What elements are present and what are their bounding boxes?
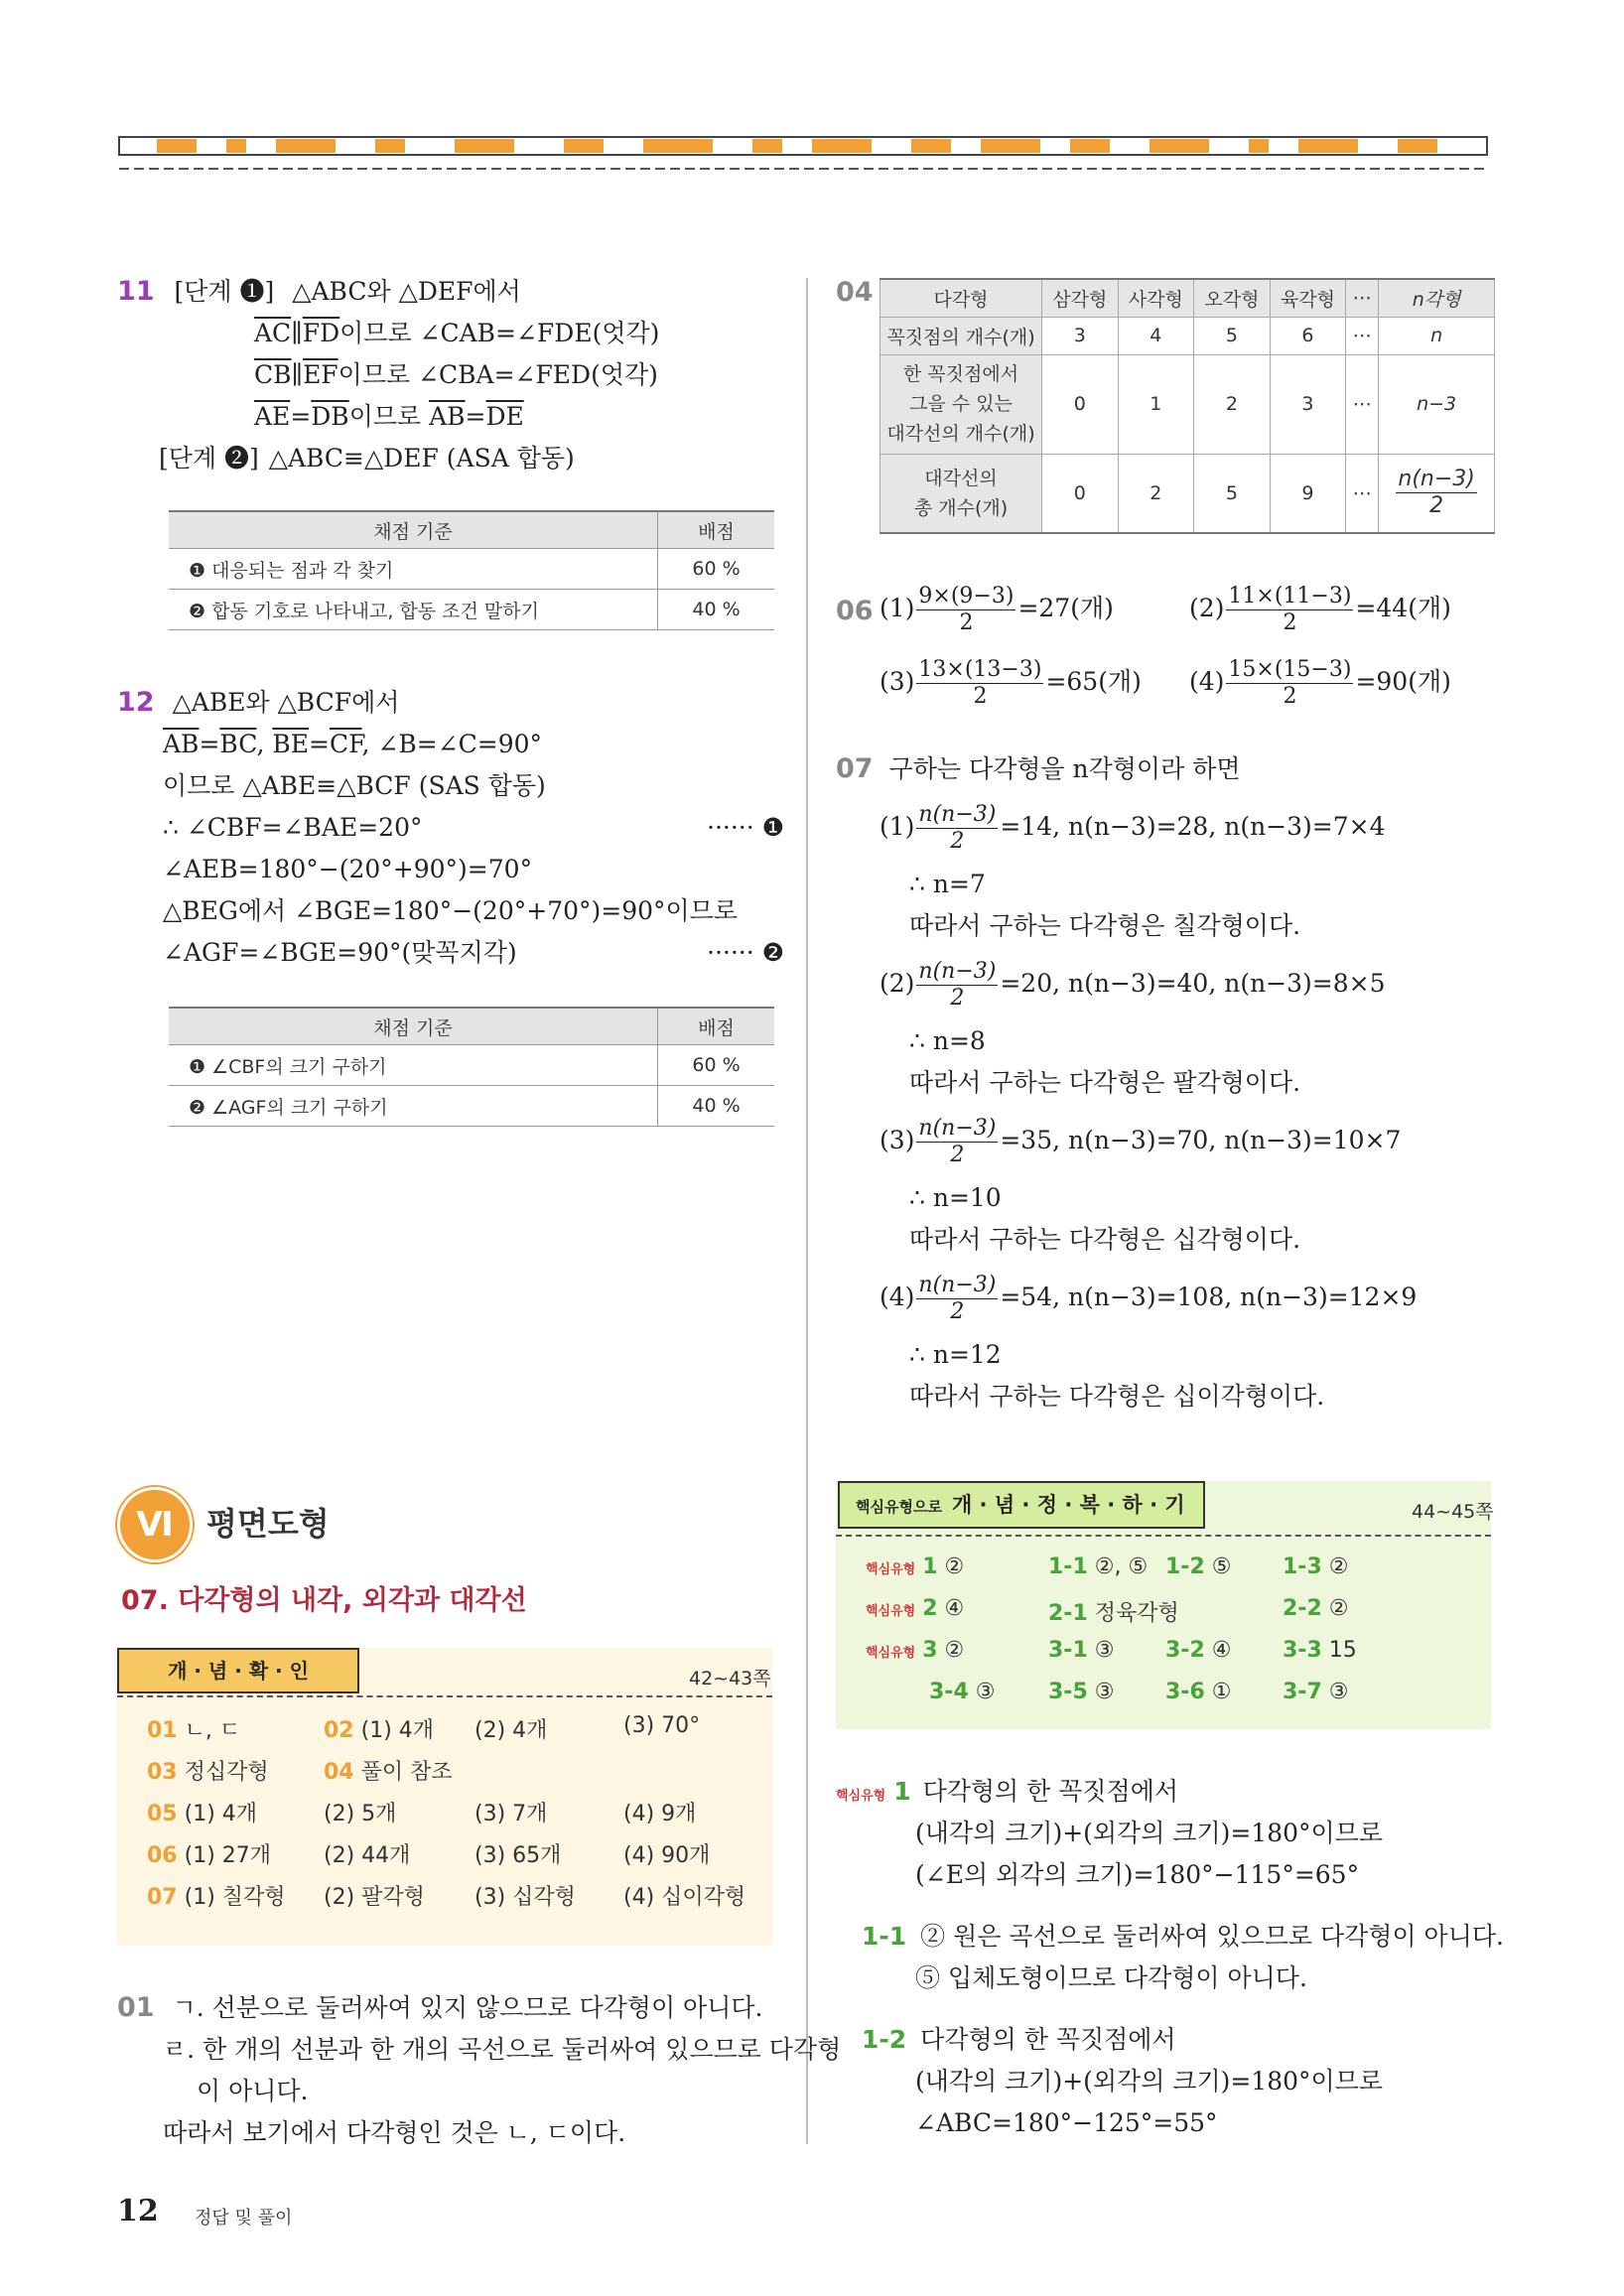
grading-table-11: 채점 기준 배점 ❶ 대응되는 점과 각 찾기 60 % ❷ 합동 기호로 나타내고, 합동 조건 말하기 40 % <box>169 510 774 630</box>
problem-01: 01 ㄱ. 선분으로 둘러싸여 있지 않으므로 다각형이 아니다. <box>117 1992 763 2023</box>
ans-02-3: (3) 70° <box>623 1713 701 1738</box>
p06-item-2: (2) $\frac{11\times(11-3)}{2}$ =44(개) <box>1189 584 1451 635</box>
chapter-title: 평면도형 <box>206 1505 330 1543</box>
rv-3-2: 3-2 ④ <box>1165 1638 1232 1663</box>
p07-item-4-txt: 따라서 구하는 다각형은 십이각형이다. <box>909 1382 1325 1411</box>
p07-item-1-res: ∴ n=7 <box>909 870 986 898</box>
ans-02-1: 02 (1) 4개 <box>324 1718 435 1743</box>
ans-05-2: (2) 5개 <box>324 1802 397 1826</box>
ans-06-4: (4) 90개 <box>623 1843 711 1868</box>
p11-line-2: $\overline{CB}\parallel\overline{EF}$이므로 ∠CBA=∠FED(엇각) <box>254 360 658 389</box>
ans-06-2: (2) 44개 <box>324 1843 411 1868</box>
p12-line-4: ∴ ∠CBF=∠BAE=20° <box>163 813 423 842</box>
ans-05-1: 05 (1) 4개 <box>147 1802 258 1826</box>
problem-12: 12 △ABE와 △BCF에서 <box>117 687 400 718</box>
review-divider <box>836 1535 1491 1537</box>
header-decoration <box>117 129 1491 177</box>
p12-marker-1: ······ ❶ <box>707 813 785 842</box>
column-divider <box>806 278 808 2144</box>
p12-line-7: ∠AGF=∠BGE=90°(맞꼭지각) <box>163 938 517 967</box>
review-pages: 44~45쪽 <box>1412 1501 1494 1523</box>
p07-item-3-res: ∴ n=10 <box>909 1183 1002 1212</box>
p07-item-2-eq: (2) $\frac{n(n-3)}{2}$ =20, n(n−3)=40, n(n−3)=8×5 <box>880 959 1386 1011</box>
rv-2-2: 2-2 ② <box>1283 1596 1349 1621</box>
solution-1-2: 1-2 다각형의 한 꼭짓점에서 <box>862 2025 1176 2054</box>
s1-line-3: (∠E의 외각의 크기)=180°−115°=65° <box>915 1860 1360 1889</box>
problem-06-num: 06 <box>836 596 874 626</box>
review-answers <box>866 1554 1481 1723</box>
s1-line-2: (내각의 크기)+(외각의 크기)=180°이므로 <box>915 1819 1383 1847</box>
p06-item-3: (3) $\frac{13\times(13-3)}{2}$ =65(개) <box>880 657 1142 709</box>
section-title: 07. 다각형의 내각, 외각과 대각선 <box>121 1585 527 1616</box>
p06-item-4: (4) $\frac{15\times(15-3)}{2}$ =90(개) <box>1189 657 1451 709</box>
p12-line-5: ∠AEB=180°−(20°+90°)=70° <box>163 855 533 883</box>
p07-item-4-eq: (4) $\frac{n(n-3)}{2}$ =54, n(n−3)=108, n(n−3)=12×9 <box>880 1273 1418 1324</box>
polygon-table: 다각형 삼각형 사각형 오각형 육각형 ⋯ n각형 꼭짓점의 개수(개) 3 4 5 6 ⋯ n 한 꼭짓점에서 그을 수 있는 대각선의 개수(개) 0 1 2 3 ⋯ n−3 대각선의 총 개수(개) 0 2 5 9 ⋯ $\frac{n(n-3)}{2}$ <box>880 278 1495 534</box>
p11-line-1: $\overline{AC}\parallel\overline{FD}$이므로 ∠CAB=∠FDE(엇각) <box>254 319 660 347</box>
p12-line-2: $\overline{AB}=\overline{BC}$, $\overline{BE}=\overline{CF}$, ∠B=∠C=90° <box>163 730 543 758</box>
rv-3-5: 3-5 ③ <box>1048 1680 1115 1704</box>
ans-07-3: (3) 십각형 <box>474 1885 576 1910</box>
problem-04-num: 04 <box>836 277 874 308</box>
rv-3-1: 3-1 ③ <box>1048 1638 1115 1663</box>
p01-line-3: 이 아니다. <box>197 2077 309 2105</box>
p12-line-6: △BEG에서 ∠BGE=180°−(20°+70°)=90°이므로 <box>163 896 738 925</box>
rv-3: 핵심유형 3 ② <box>866 1638 965 1663</box>
review-label: 핵심유형으로 개 · 념 · 정 · 복 · 하 · 기 <box>838 1481 1205 1529</box>
p06-item-1: (1) $\frac{9\times(9-3)}{2}$ =27(개) <box>880 584 1114 635</box>
ans-01: 01 ㄴ, ㄷ <box>147 1718 241 1743</box>
chapter-badge: Ⅵ <box>117 1487 193 1562</box>
s12-line-2: (내각의 크기)+(외각의 크기)=180°이므로 <box>915 2067 1383 2095</box>
solution-1: 핵심유형 1 다각형의 한 꼭짓점에서 <box>836 1777 1178 1806</box>
rv-2: 핵심유형 2 ④ <box>866 1596 965 1621</box>
p12-marker-2: ······ ❷ <box>707 938 785 967</box>
ans-06-1: 06 (1) 27개 <box>147 1843 272 1868</box>
p07-item-2-txt: 따라서 구하는 다각형은 팔각형이다. <box>909 1068 1301 1097</box>
rv-3-7: 3-7 ③ <box>1283 1680 1349 1704</box>
p11-step-2: [단계 ❷] △ABC≡△DEF (ASA 합동) <box>159 444 575 473</box>
rv-1-1: 1-1 ②, ⑤ <box>1048 1554 1149 1579</box>
page-number: 12 <box>117 2194 159 2228</box>
rv-3-3: 3-3 15 <box>1283 1638 1357 1663</box>
rv-3-4: 3-4 ③ <box>929 1680 996 1704</box>
p07-item-1-txt: 따라서 구하는 다각형은 칠각형이다. <box>909 911 1301 940</box>
ans-05-3: (3) 7개 <box>474 1802 548 1826</box>
ans-05-4: (4) 9개 <box>623 1802 697 1826</box>
p12-line-3: 이므로 △ABE≡△BCF (SAS 합동) <box>163 771 546 800</box>
p07-item-4-res: ∴ n=12 <box>909 1340 1002 1369</box>
ans-07-1: 07 (1) 칠각형 <box>147 1885 286 1910</box>
rv-1-2: 1-2 ⑤ <box>1165 1554 1232 1579</box>
solution-1-1: 1-1 ② 원은 곡선으로 둘러싸여 있으므로 다각형이 아니다. <box>862 1922 1504 1951</box>
footer-label: 정답 및 풀이 <box>195 2208 293 2228</box>
ans-02-2: (2) 4개 <box>474 1718 548 1743</box>
rv-1: 핵심유형 1 ② <box>866 1554 965 1579</box>
rv-3-6: 3-6 ① <box>1165 1680 1232 1704</box>
p01-line-4: 따라서 보기에서 다각형인 것은 ㄴ, ㄷ이다. <box>163 2118 626 2147</box>
ans-07-2: (2) 팔각형 <box>324 1885 425 1910</box>
concept-pages: 42~43쪽 <box>689 1668 771 1689</box>
rv-1-3: 1-3 ② <box>1283 1554 1349 1579</box>
s11-line-2: ⑤ 입체도형이므로 다각형이 아니다. <box>915 1963 1307 1992</box>
p01-line-2: ㄹ. 한 개의 선분과 한 개의 곡선으로 둘러싸여 있으므로 다각형 <box>163 2035 842 2064</box>
ans-06-3: (3) 65개 <box>474 1843 562 1868</box>
problem-07: 07 구하는 다각형을 n각형이라 하면 <box>836 753 1241 784</box>
concept-check-label: 개 · 념 · 확 · 인 <box>117 1648 359 1693</box>
grading-table-12: 채점 기준 배점 ❶ ∠CBF의 크기 구하기 60 % ❷ ∠AGF의 크기 구하기 40 % <box>169 1007 774 1127</box>
ans-07-4: (4) 십이각형 <box>623 1885 746 1910</box>
p07-item-3-eq: (3) $\frac{n(n-3)}{2}$ =35, n(n−3)=70, n(n−3)=10×7 <box>880 1116 1402 1167</box>
ans-03: 03 정십각형 <box>147 1760 269 1785</box>
rv-2-1: 2-1 정육각형 <box>1048 1601 1179 1626</box>
p11-line-3: $\overline{AE}=\overline{DB}$이므로 $\overline{AB}=\overline{DE}$ <box>254 402 524 431</box>
p07-item-3-txt: 따라서 구하는 다각형은 십각형이다. <box>909 1225 1301 1254</box>
problem-11: 11 [단계 ❶] △ABC와 △DEF에서 <box>117 276 521 307</box>
concept-divider <box>117 1695 772 1697</box>
p07-item-2-res: ∴ n=8 <box>909 1026 986 1055</box>
ans-04: 04 풀이 참조 <box>324 1760 453 1785</box>
s12-line-3: ∠ABC=180°−125°=55° <box>915 2108 1218 2137</box>
p07-item-1-eq: (1) $\frac{n(n-3)}{2}$ =14, n(n−3)=28, n(n−3)=7×4 <box>880 802 1386 854</box>
